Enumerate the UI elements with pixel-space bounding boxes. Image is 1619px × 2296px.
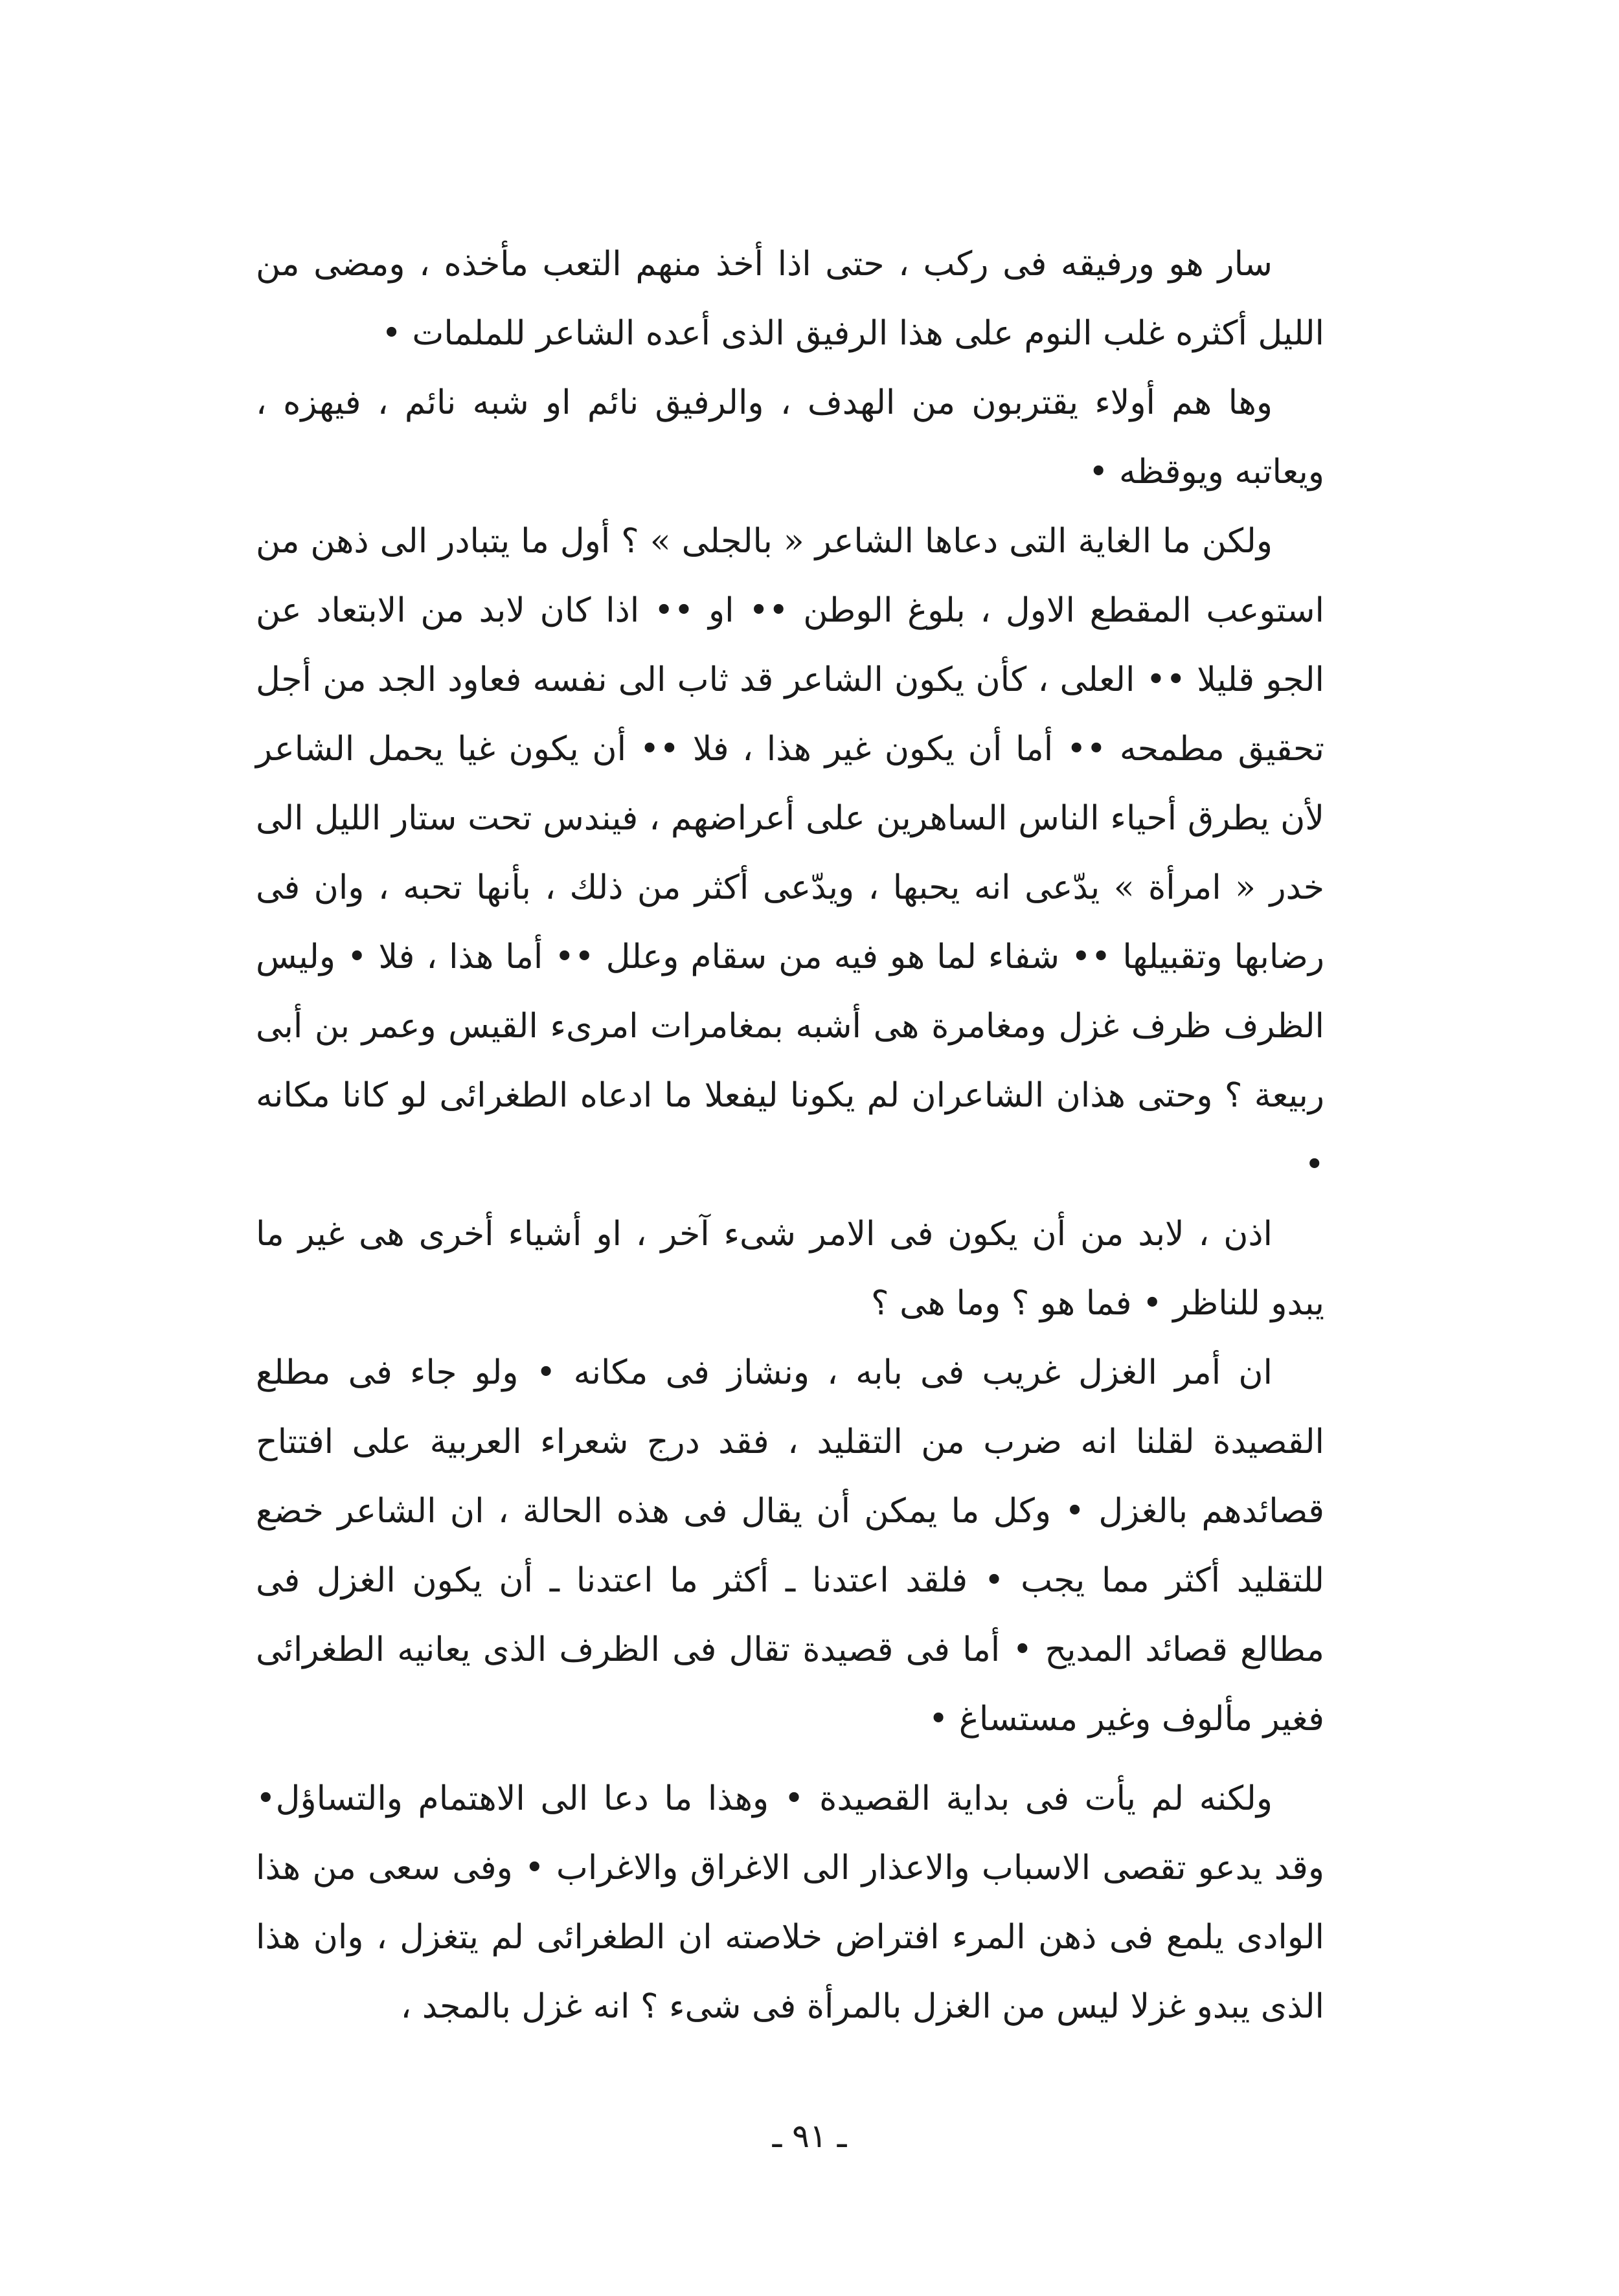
text-block-bottom <box>256 1764 1324 2042</box>
page-number: ـ ٩١ ـ <box>772 2117 847 2155</box>
paragraph: سار هو ورفيقه فى ركب ، حتى اذا أخذ منهم التعب مأخذه ، ومضى من الليل أكثره غلب النوم على هذا الرفيق الذى أعده الشاعر للملمات • <box>256 245 1324 353</box>
paragraph: ولكن ما الغاية التى دعاها الشاعر « بالجلى » ؟ أول ما يتبادر الى ذهن من استوعب المقطع الاول ، بلوغ الوطن •• او •• اذا كان لابد من الابتعاد عن الجو قليلا •• العلى ، كأن يكون الشاعر قد ثاب الى نفسه فعاود الجد من أجل تحقيق مطمحه •• أما أن يكون غير هذا ، فلا •• أن يكون غيا يحمل الشاعر لأن يطرق أحياء الناس الساهرين على أعراضهم ، فيندس تحت ستار الليل الى خدر « امرأة » يدّعى انه يحبها ، ويدّعى أكثر من ذلك ، بأنها تحبه ، وان فى رضابها وتقبيلها •• شفاء لما هو فيه من سقام وعلل •• أما هذا ، فلا • وليس الظرف ظرف غزل ومغامرة هى أشبه بمغامرات امرىء القيس وعمر بن أبى ربيعة ؟ وحتى هذان الشاعران لم يكونا ليفعلا ما ادعاه الطغرائى لو كانا مكانه • <box>256 522 1324 1184</box>
paragraph: ولكنه لم يأت فى بداية القصيدة • وهذا ما دعا الى الاهتمام والتساؤل• وقد يدعو تقصى الاسباب والاعذار الى الاغراق والاغراب • وفى سعى من هذا الوادى يلمع فى ذهن المرء افتراض خلاصته ان الطغرائى لم يتغزل ، وان هذا الذى يبدو غزلا ليس من الغزل بالمرأة فى شىء ؟ انه غزل بالمجد ، <box>256 1779 1324 2026</box>
paragraph: وها هم أولاء يقتربون من الهدف ، والرفيق نائم او شبه نائم ، فيهزه ، ويعاتبه ويوقظه • <box>256 383 1324 491</box>
paragraph: ان أمر الغزل غريب فى بابه ، ونشاز فى مكانه • ولو جاء فى مطلع القصيدة لقلنا انه ضرب من التقليد ، فقد درج شعراء العربية على افتتاح قصائدهم بالغزل • وكل ما يمكن أن يقال فى هذه الحالة ، ان الشاعر خضع للتقليد أكثر مما يجب • فلقد اعتدنا ـ أكثر ما اعتدنا ـ أن يكون الغزل فى مطالع قصائد المديح • أما فى قصيدة تقال فى الظرف الذى يعانيه الطغرائى فغير مألوف وغير مستساغ • <box>256 1353 1324 1739</box>
text-block-top <box>256 230 1324 1754</box>
paragraph: اذن ، لابد من أن يكون فى الامر شىء آخر ، او أشياء أخرى هى غير ما يبدو للناظر • فما هو ؟ وما هى ؟ <box>256 1215 1324 1323</box>
